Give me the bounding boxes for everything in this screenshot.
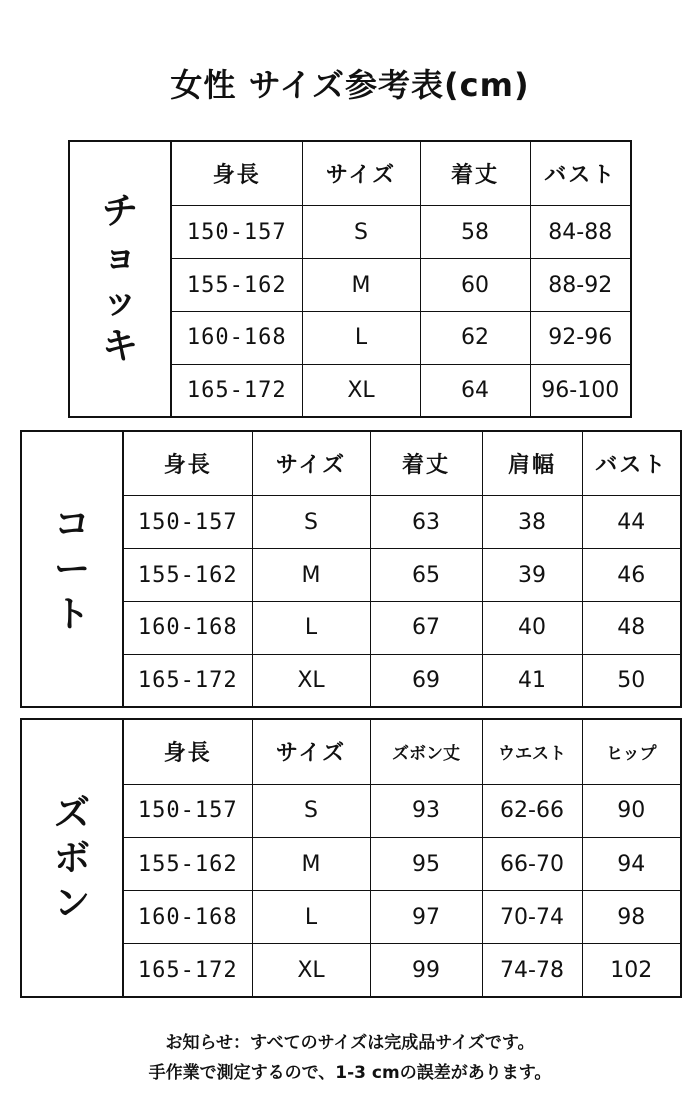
cell-bust: 50 [582, 654, 680, 706]
col-header-waist: ウエスト [482, 720, 582, 784]
col-header-hip: ヒップ [582, 720, 680, 784]
table-row [172, 206, 630, 259]
table-row [172, 259, 630, 312]
cell-size: L [252, 891, 370, 944]
cell-shoulder: 41 [482, 654, 582, 706]
pants-label-char: ズ [53, 792, 90, 834]
coat-label-char: ー [53, 548, 90, 590]
cell-size: L [302, 311, 420, 364]
cell-bust: 44 [582, 496, 680, 549]
col-header-length: 着丈 [370, 432, 482, 496]
notice-line: お知らせ：すべてのサイズは完成品サイズです。 [165, 1033, 535, 1053]
cell-pants-length: 93 [370, 784, 482, 837]
cell-pants-length: 97 [370, 891, 482, 944]
coat-size-table [20, 430, 682, 708]
cell-length: 67 [370, 601, 482, 654]
cell-bust: 96-100 [530, 364, 630, 416]
cell-waist: 66-70 [482, 838, 582, 891]
vest-label-char: ッ [101, 281, 138, 322]
pants-section-label [22, 720, 124, 996]
table-row [124, 601, 680, 654]
coat-section-label [22, 432, 124, 706]
table-row [124, 549, 680, 602]
col-header-length: 着丈 [420, 142, 530, 206]
cell-length: 65 [370, 549, 482, 602]
cell-shoulder: 38 [482, 496, 582, 549]
cell-size: S [252, 784, 370, 837]
table-row [172, 311, 630, 364]
cell-pants-length: 99 [370, 944, 482, 996]
cell-height: 150-157 [172, 206, 302, 259]
cell-height: 160-168 [124, 601, 252, 654]
cell-hip: 90 [582, 784, 680, 837]
cell-height: 155-162 [172, 259, 302, 312]
cell-height: 155-162 [124, 549, 252, 602]
vest-label-char: ョ [101, 236, 138, 277]
cell-size: L [252, 601, 370, 654]
coat-grid [124, 432, 680, 706]
cell-size: S [302, 206, 420, 259]
cell-length: 62 [420, 311, 530, 364]
col-header-height: 身長 [124, 432, 252, 496]
col-header-size: サイズ [302, 142, 420, 206]
table-header-row [124, 432, 680, 496]
table-header-row [124, 720, 680, 784]
cell-height: 165-172 [172, 364, 302, 416]
col-header-bust: バスト [530, 142, 630, 206]
cell-size: M [252, 549, 370, 602]
vest-grid [172, 142, 630, 416]
col-header-height: 身長 [172, 142, 302, 206]
cell-length: 60 [420, 259, 530, 312]
pants-label-char: ボ [53, 837, 90, 879]
cell-length: 63 [370, 496, 482, 549]
cell-waist: 70-74 [482, 891, 582, 944]
cell-height: 150-157 [124, 496, 252, 549]
page-title: 女性 サイズ参考表(cm) [170, 66, 530, 104]
pants-grid [124, 720, 680, 996]
vest-section-label [70, 142, 172, 416]
col-header-bust: バスト [582, 432, 680, 496]
cell-hip: 94 [582, 838, 680, 891]
cell-height: 165-172 [124, 944, 252, 996]
table-row [172, 364, 630, 416]
cell-length: 58 [420, 206, 530, 259]
cell-hip: 102 [582, 944, 680, 996]
cell-length: 64 [420, 364, 530, 416]
cell-bust: 88-92 [530, 259, 630, 312]
cell-waist: 62-66 [482, 784, 582, 837]
cell-bust: 92-96 [530, 311, 630, 364]
cell-height: 155-162 [124, 838, 252, 891]
vest-label-char: チ [101, 191, 138, 232]
col-header-pants-length: ズボン丈 [370, 720, 482, 784]
table-row [124, 891, 680, 944]
cell-shoulder: 39 [482, 549, 582, 602]
cell-size: XL [252, 944, 370, 996]
cell-shoulder: 40 [482, 601, 582, 654]
cell-height: 160-168 [172, 311, 302, 364]
table-row [124, 838, 680, 891]
cell-size: M [302, 259, 420, 312]
pants-size-table [20, 718, 682, 998]
col-header-height: 身長 [124, 720, 252, 784]
cell-bust: 46 [582, 549, 680, 602]
vest-size-table [68, 140, 632, 418]
cell-length: 69 [370, 654, 482, 706]
coat-label-char: ト [53, 593, 90, 635]
notice [0, 1028, 700, 1088]
cell-bust: 48 [582, 601, 680, 654]
cell-height: 165-172 [124, 654, 252, 706]
cell-waist: 74-78 [482, 944, 582, 996]
col-header-size: サイズ [252, 720, 370, 784]
col-header-size: サイズ [252, 432, 370, 496]
table-row [124, 654, 680, 706]
cell-pants-length: 95 [370, 838, 482, 891]
cell-bust: 84-88 [530, 206, 630, 259]
notice-line: 手作業で測定するので、1-3 cmの誤差があります。 [148, 1063, 552, 1083]
table-header-row [172, 142, 630, 206]
cell-size: XL [252, 654, 370, 706]
cell-size: XL [302, 364, 420, 416]
cell-height: 150-157 [124, 784, 252, 837]
table-row [124, 496, 680, 549]
col-header-shoulder: 肩幅 [482, 432, 582, 496]
cell-height: 160-168 [124, 891, 252, 944]
cell-size: M [252, 838, 370, 891]
pants-label-char: ン [53, 882, 90, 924]
table-row [124, 944, 680, 996]
cell-hip: 98 [582, 891, 680, 944]
vest-label-char: キ [101, 326, 138, 367]
cell-size: S [252, 496, 370, 549]
coat-label-char: コ [53, 503, 90, 545]
table-row [124, 784, 680, 837]
